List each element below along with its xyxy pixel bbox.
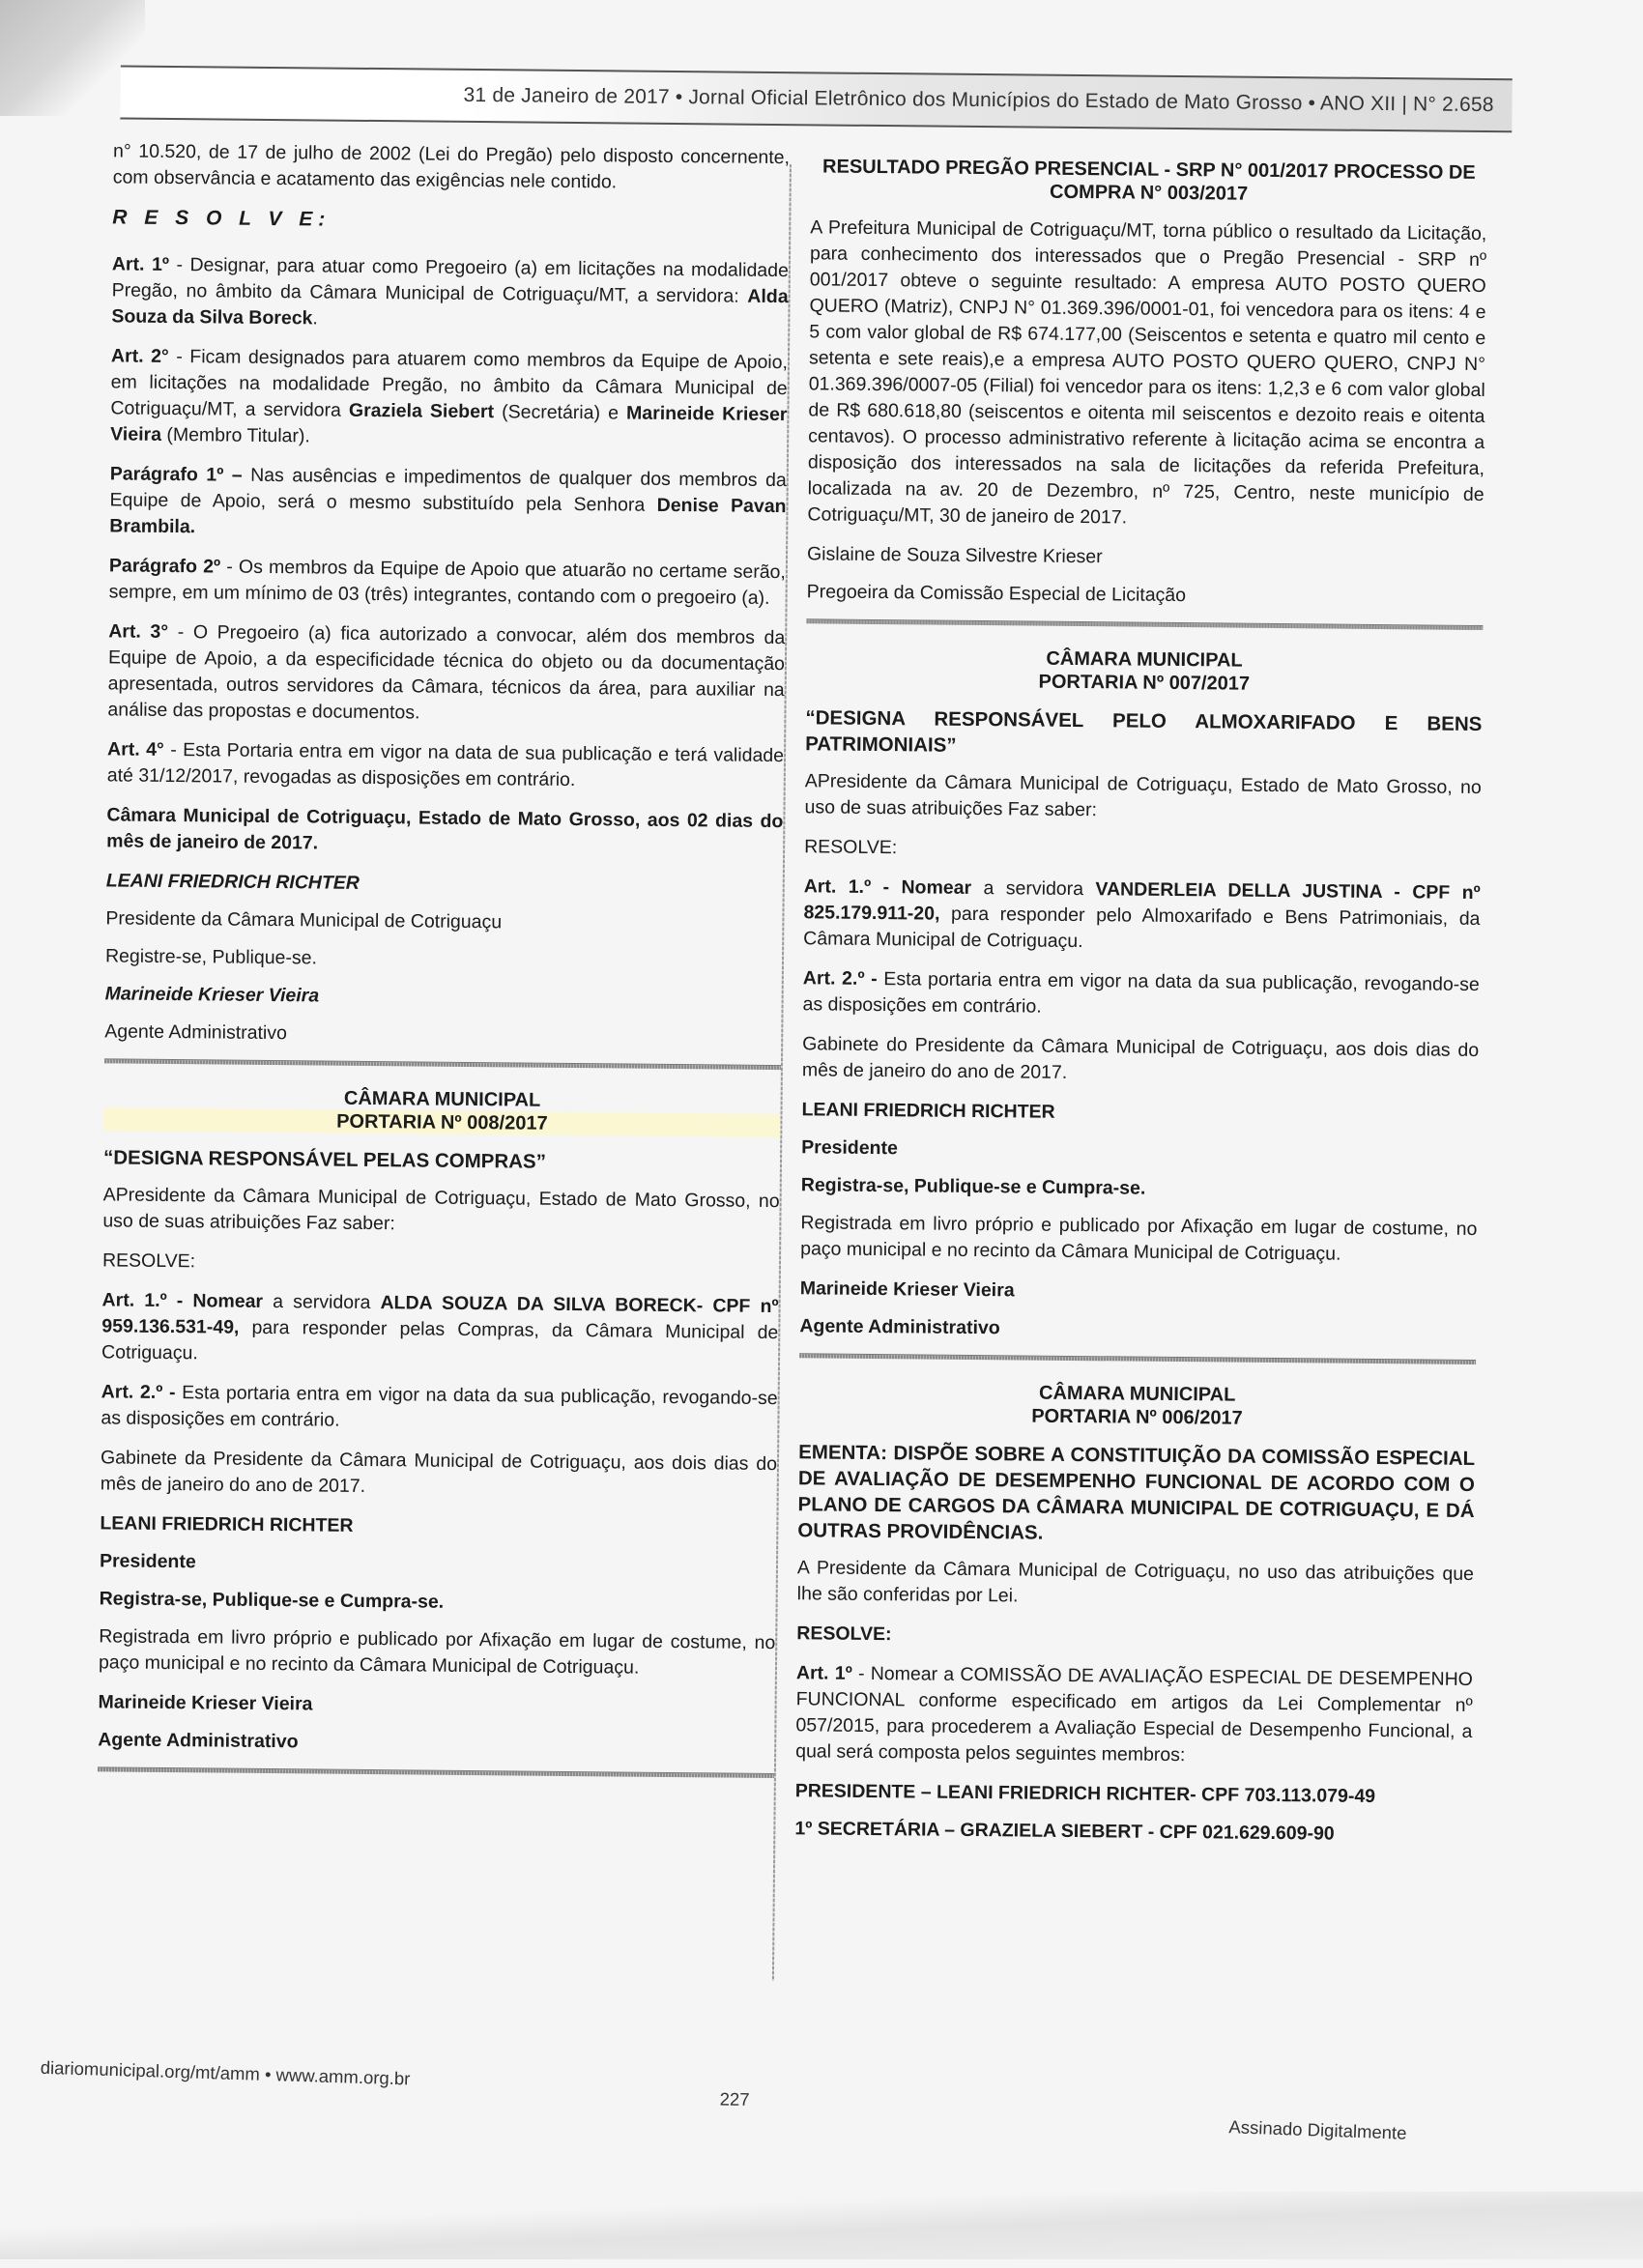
article-label: Art. 4°	[106, 738, 164, 761]
section-title: RESULTADO PREGÃO PRESENCIAL - SRP N° 001/2017 PROCESSO DE COMPRA N° 003/2017	[822, 156, 1476, 205]
section-title: CÂMARA MUNICIPAL PORTARIA Nº 007/2017	[806, 645, 1483, 698]
register-note: Registre-se, Publique-se.	[104, 945, 318, 969]
person-name: Alda Souza da Silva Boreck	[111, 285, 789, 330]
ementa: EMENTA: DISPÕE SOBRE A CONSTITUIÇÃO DA COMISSÃO ESPECIAL DE AVALIAÇÃO DE DESEMPENHO FUNCIONAL DE ACORDO COM O PLANO DE CARGOS DA CÂMARA MUNICIPAL DE COTRIGUAÇU, E DÁ OUTRAS PROVIDÊNCIAS.	[797, 1441, 1476, 1544]
closing-statement: Gabinete do Presidente da Câmara Municipal de Cotriguaçu, aos dois dias do mês de janeiro do ano de 2017.	[801, 1033, 1480, 1083]
article-label: Art. 3°	[108, 620, 169, 643]
registered-note: Registrada em livro próprio e publicado por Afixação em lugar de costume, no paço municipal e no recinto da Câmara Municipal de Cotriguaçu.	[800, 1212, 1478, 1265]
paragraph-label: Parágrafo 2º	[108, 555, 221, 578]
resolve-heading: R E S O L V E:	[112, 206, 331, 231]
article-1: Art. 1º - Nomear a COMISSÃO DE AVALIAÇÃO ESPECIAL DE DESEMPENHO FUNCIONAL conforme especificado em artigos da Lei Complementar nº 057/2015, para procederem a Avaliação Especial de Desempenho Funcional, a qual será composta pelos seguintes membros:	[795, 1662, 1474, 1766]
section-divider	[104, 1058, 781, 1070]
right-column	[794, 155, 1487, 1860]
section-divider	[806, 618, 1483, 630]
agent-name: Marineide Krieser Vieira	[799, 1278, 1015, 1302]
agent-role: Agente Administrativo	[98, 1729, 299, 1753]
signatory-role: Presidente	[99, 1550, 196, 1573]
intro-paragraph: n° 10.520, de 17 de julho de 2002 (Lei do Pregão) pelo disposto concernente, com observância e acatamento das exigências nele contido.	[112, 140, 791, 193]
person-name: Graziela Siebert	[348, 399, 495, 423]
section-divider	[799, 1353, 1476, 1364]
portaria-number: PORTARIA Nº 007/2017	[1038, 671, 1251, 695]
portaria-subject: “DESIGNA RESPONSÁVEL PELO ALMOXARIFADO E BENS PATRIMONIAIS”	[805, 706, 1483, 757]
footer-links: diariomunicipal.org/mt/amm • www.amm.org.br	[40, 2056, 411, 2089]
agent-name: Marineide Krieser Vieira	[104, 983, 320, 1007]
article-3: Art. 3° - O Pregoeiro (a) fica autorizado a convocar, além dos membros da Equipe de Apoio, a da especificidade técnica do objeto ou da documentação apresentada, outros servidores da Câmara, técnicos da área, para auxiliar na análise das propostas e documentos.	[107, 620, 786, 724]
article-2: Art. 2.º - Esta portaria entra em vigor na data da sua publicação, revogando-se as disposições em contrário.	[802, 967, 1480, 1018]
page-number: 227	[719, 2088, 750, 2110]
article-1: Art. 1.º - Nomear a servidora ALDA SOUZA DA SILVA BORECK- CPF nº 959.136.531-49, para responder pelas Compras, da Câmara Municipal de Cotriguaçu.	[101, 1289, 779, 1364]
portaria-subject: “DESIGNA RESPONSÁVEL PELAS COMPRAS”	[102, 1146, 547, 1173]
digital-signature-note: Assinado Digitalmente	[1228, 2116, 1407, 2143]
signatory-role: Pregoeira da Comissão Especial de Licitação	[806, 581, 1187, 607]
portaria-number: PORTARIA Nº 008/2017	[103, 1107, 780, 1137]
register-note: Registra-se, Publique-se e Cumpra-se.	[99, 1588, 445, 1613]
portaria-008-section	[98, 1084, 781, 1778]
article-2: Art. 2° - Ficam designados para atuarem como membros da Equipe de Apoio, em licitações na modalidade Pregão, no âmbito da Câmara Municipal de Cotriguaçu/MT, a servidora Graziela Siebert (Secretária) e Marineide Krieser Vieira (Membro Titular).	[110, 345, 789, 447]
section-title: CÂMARA MUNICIPAL PORTARIA Nº 006/2017	[798, 1379, 1475, 1432]
signatory-role: Presidente da Câmara Municipal de Cotriguaçu	[105, 907, 503, 933]
article-1: Art. 1.º - Nomear a servidora VANDERLEIA DELLA JUSTINA - CPF nº 825.179.911-20, para responder pelo Almoxarifado e Bens Patrimoniais, da Câmara Municipal de Cotriguaçu.	[803, 876, 1481, 953]
signatory-name: LEANI FRIEDRICH RICHTER	[100, 1512, 354, 1536]
preamble: APresidente da Câmara Municipal de Cotriguaçu, Estado de Mato Grosso, no uso de suas atribuições Faz saber:	[102, 1184, 780, 1235]
closing-statement: Gabinete da Presidente da Câmara Municipal de Cotriguaçu, aos dois dias do mês de janeiro do ano de 2017.	[100, 1447, 778, 1497]
agent-role: Agente Administrativo	[799, 1315, 1000, 1339]
signatory-role: Presidente	[801, 1136, 898, 1160]
resolve-heading: RESOLVE:	[796, 1622, 892, 1646]
agent-role: Agente Administrativo	[104, 1020, 287, 1045]
resultado-section	[806, 155, 1487, 630]
portaria-number: PORTARIA Nº 006/2017	[1031, 1405, 1243, 1429]
left-column	[98, 138, 790, 1799]
signatory-name: LEANI FRIEDRICH RICHTER	[105, 870, 360, 894]
person-name: Denise Pavan Brambila.	[109, 494, 787, 538]
signatory-name: LEANI FRIEDRICH RICHTER	[801, 1099, 1055, 1123]
resolve-heading: RESOLVE:	[101, 1249, 196, 1273]
article-4: Art. 4° - Esta Portaria entra em vigor na data de sua publicação e terá validade até 31/12/2017, revogadas as disposições em contrário.	[106, 738, 785, 791]
register-note: Registra-se, Publique-se e Cumpra-se.	[800, 1174, 1146, 1199]
resolve-heading: RESOLVE:	[804, 836, 898, 859]
page-header	[120, 65, 1512, 132]
preamble: APresidente da Câmara Municipal de Cotriguaçu, Estado de Mato Grosso, no uso de suas atribuições Faz saber:	[804, 770, 1482, 821]
resultado-body: A Prefeitura Municipal de Cotriguaçu/MT, torna público o resultado da Licitação, para conhecimento dos interessados que o Pregão Presencial - SRP nº 001/2017 obteve o seguinte resultado: A empresa AUTO POSTO QUERO QUERO (Matriz), CNPJ N° 01.369.396/0001-01, foi vencedora para os itens: 4 e 5 com valor global de R$ 674.177,00 (Seiscentos e setenta e quatro mil cento e setenta e sete reais),e a empresa AUTO POSTO QUERO QUERO, CNPJ N° 01.369.396/0007-05 (Filial) foi vencedor para os itens: 1,2,3 e 6 com valor global de R$ 680.618,80 (seiscentos e oitenta mil seiscentos e dezoito reais e oitenta centavos). O processo administrativo referente à licitação acima se encontra a disposição dos interessados na sala de licitações da referida Prefeitura, localizada na av. 20 de Dezembro, nº 725, Centro, neste município de Cotriguaçu/MT, 30 de janeiro de 2017.	[807, 216, 1487, 529]
member-president: PRESIDENTE – LEANI FRIEDRICH RICHTER- CPF 703.113.079-49	[794, 1780, 1376, 1808]
paragraph-label: Parágrafo 1º –	[109, 463, 243, 486]
agent-name: Marineide Krieser Vieira	[98, 1691, 313, 1715]
portaria-006-section	[794, 1379, 1476, 1849]
preamble: A Presidente da Câmara Municipal de Cotriguaçu, no uso das atribuições que lhe são conferidas por Lei.	[796, 1557, 1475, 1607]
member-secretary: 1º SECRETÁRIA – GRAZIELA SIEBERT - CPF 021.629.609-90	[794, 1818, 1335, 1845]
closing-statement: Câmara Municipal de Cotriguaçu, Estado de Mato Grosso, aos 02 dias do mês de janeiro de 2017.	[106, 804, 784, 854]
registered-note: Registrada em livro próprio e publicado por Afixação em lugar de costume, no paço municipal e no recinto da Câmara Municipal de Cotriguaçu.	[98, 1625, 776, 1679]
article-1: Art. 1º - Designar, para atuar como Pregoeiro (a) em licitações na modalidade Pregão, no âmbito da Câmara Municipal de Cotriguaçu/MT, a servidora: Alda Souza da Silva Boreck.	[111, 253, 789, 330]
portaria-007-section	[799, 645, 1483, 1364]
header-text: 31 de Janeiro de 2017 • Jornal Oficial Eletrônico dos Municípios do Estado de Mato Grosso • ANO XII | N° 2.658	[463, 83, 1494, 117]
person-name: Marineide Krieser Vieira	[110, 402, 788, 445]
paragraph-1: Parágrafo 1º – Nas ausências e impedimentos de qualquer dos membros da Equipe de Apoio, será o mesmo substituído pela Senhora Denise Pavan Brambila.	[109, 463, 787, 538]
person-name: ALDA SOUZA DA SILVA BORECK- CPF nº 959.136.531-49,	[101, 1292, 779, 1338]
section-title: CÂMARA MUNICIPAL PORTARIA Nº 008/2017	[103, 1084, 780, 1137]
section-divider	[98, 1766, 774, 1778]
paragraph-2: Parágrafo 2º - Os membros da Equipe de Apoio que atuarão no certame serão, sempre, em um mínimo de 03 (três) integrantes, contando com o pregoeiro (a).	[108, 555, 786, 609]
person-name: VANDERLEIA DELLA JUSTINA - CPF nº 825.179.911-20,	[803, 878, 1481, 925]
signatory-name: Gislaine de Souza Silvestre Krieser	[806, 543, 1103, 568]
article-label: Art. 2°	[110, 345, 169, 367]
article-2: Art. 2.º - Esta portaria entra em vigor na data da sua publicação, revogando-se as disposições em contrário.	[101, 1381, 778, 1431]
article-label: Art. 1º	[111, 253, 170, 275]
